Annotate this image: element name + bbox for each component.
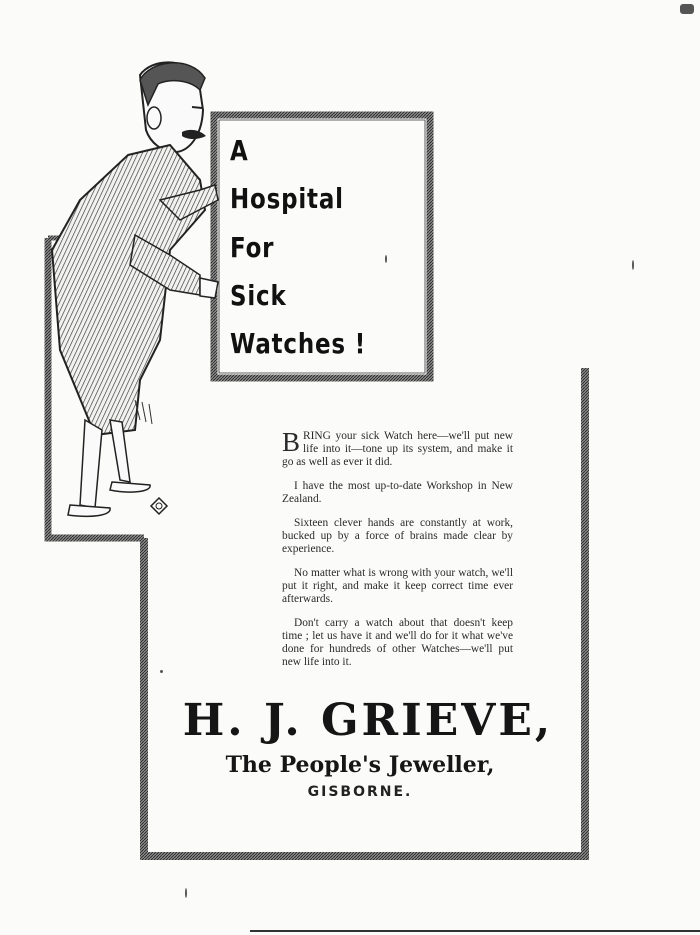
print-speck: [385, 255, 387, 263]
jeweller-name: H. J. GRIEVE,: [182, 695, 554, 746]
headline-word: A: [230, 134, 249, 167]
print-speck: [185, 888, 187, 898]
paragraph-text: RING your sick Watch here—we'll put new life into it—tone up its system, and make it go as well as ever it did.: [282, 430, 513, 468]
print-speck: [160, 670, 163, 673]
artist-monogram: [149, 496, 169, 516]
jeweller-location: GISBORNE.: [307, 784, 413, 800]
body-paragraph: Don't carry a watch about that doesn't keep time ; let us have it and we'll do for it what we've done for hundreds of other Watches—we'll put new life into it.: [282, 617, 513, 668]
body-paragraph: [282, 427, 513, 469]
headline-sign: [230, 135, 390, 360]
headline-word: Hospital: [230, 182, 344, 216]
body-copy: [282, 427, 513, 680]
gentleman-illustration: [40, 50, 230, 530]
body-paragraph: I have the most up-to-date Workshop in New Zealand.: [282, 480, 513, 505]
headline-word: Sick: [230, 278, 287, 312]
body-paragraph: Sixteen clever hands are constantly at work, bucked up by a force of brains made clear by experience.: [282, 517, 513, 555]
body-paragraph: No matter what is wrong with your watch, we'll put it right, and make it keep correct time ever afterwards.: [282, 567, 513, 605]
headline-word: Watches !: [230, 327, 367, 360]
print-speck: [680, 4, 694, 14]
drop-cap: B: [282, 427, 301, 457]
headline-word: For: [230, 230, 275, 264]
jeweller-tagline: The People's Jeweller,: [225, 752, 495, 778]
print-speck: [632, 260, 634, 270]
